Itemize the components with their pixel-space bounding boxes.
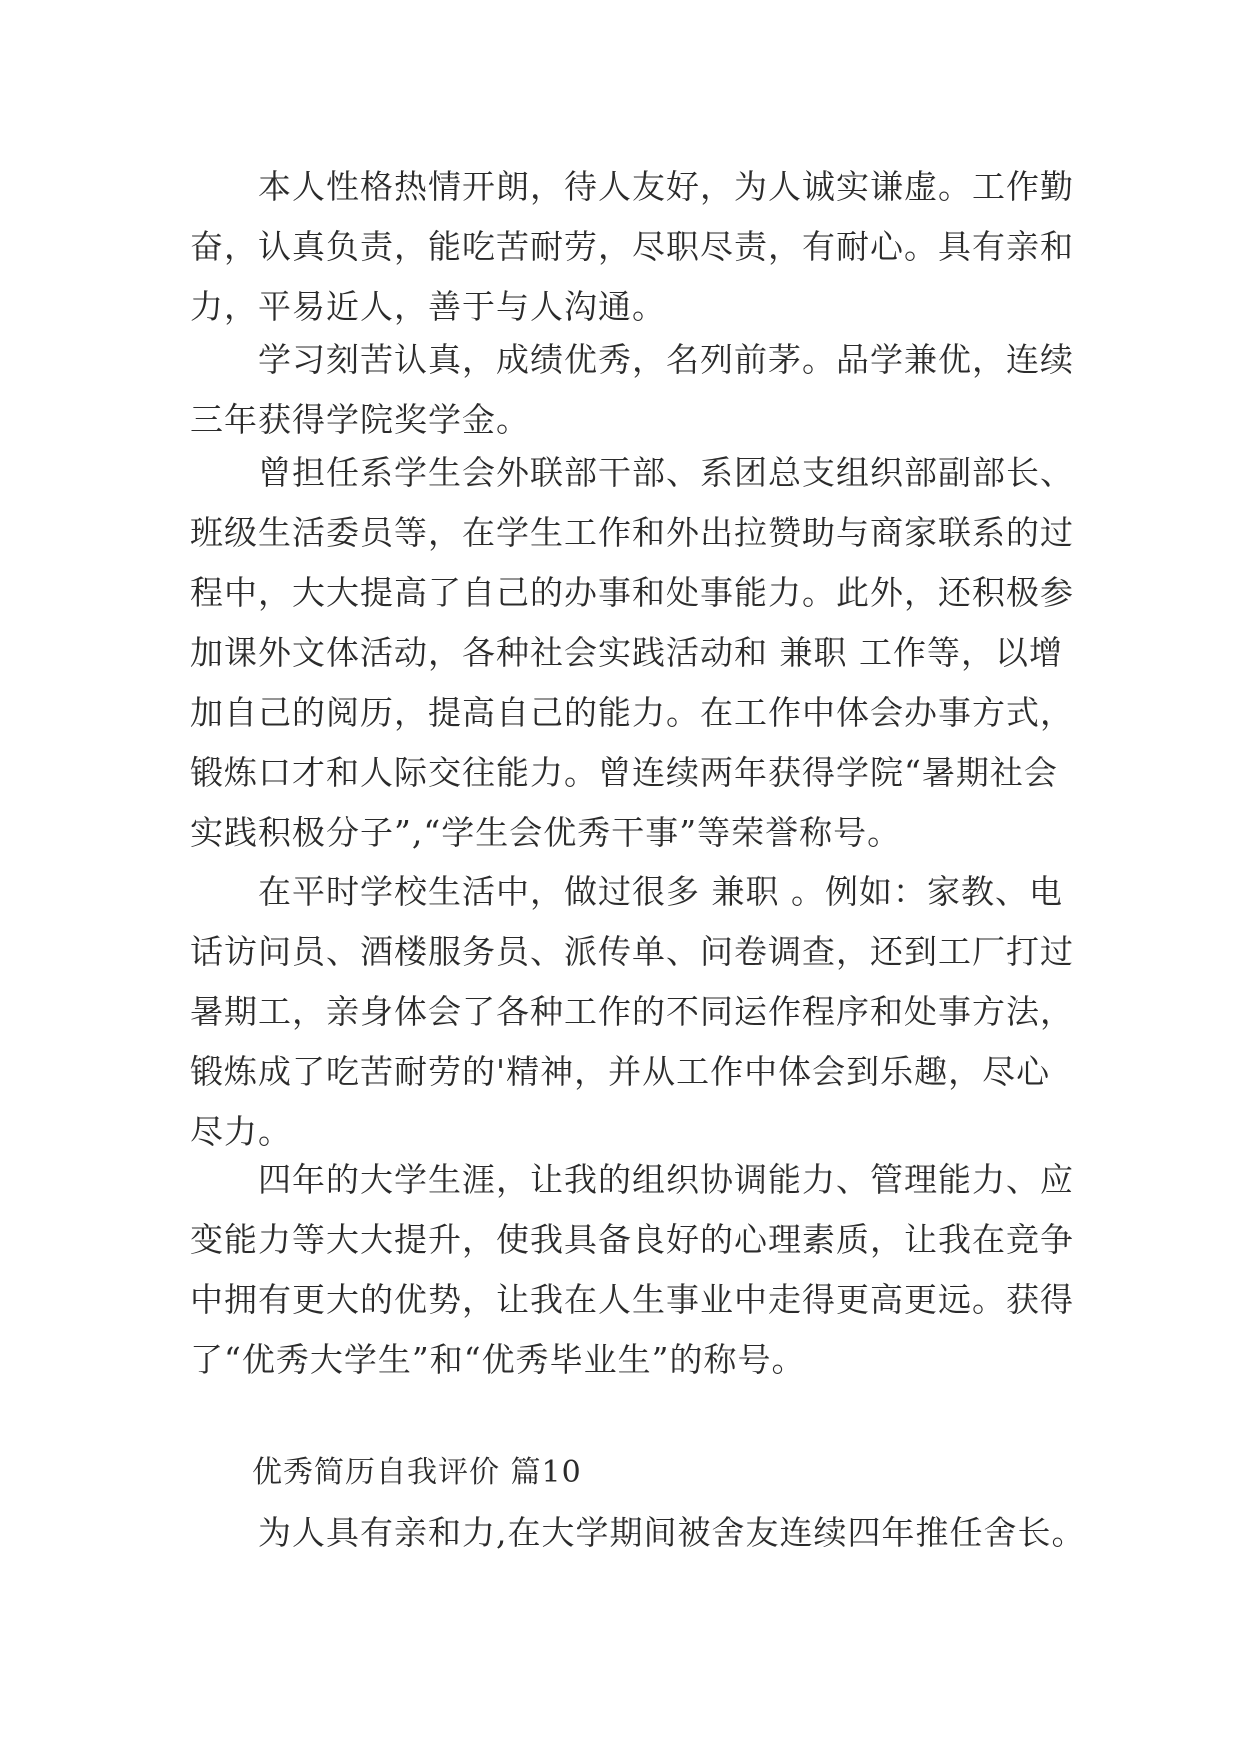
text-line: 中拥有更大的优势，让我在人生事业中走得更高更远。获得 [190, 1280, 1074, 1319]
paragraph-student-union [190, 443, 1074, 863]
paragraph-university-life [190, 1150, 1074, 1390]
text-line: 在平时学校生活中，做过很多 兼职 。例如：家教、电 [190, 872, 1063, 911]
text-line: 班级生活委员等，在学生工作和外出拉赞助与商家联系的过 [190, 513, 1074, 552]
text-line: 加自己的阅历，提高自己的能力。在工作中体会办事方式， [190, 693, 1074, 732]
text-line: 四年的大学生涯，让我的组织协调能力、管理能力、应 [190, 1160, 1074, 1199]
text-line: 曾担任系学生会外联部干部、系团总支组织部副部长、 [190, 453, 1074, 492]
heading-text: 优秀简历自我评价 篇10 [190, 1455, 582, 1490]
text-line: 学习刻苦认真，成绩优秀，名列前茅。品学兼优，连续 [190, 340, 1074, 379]
text-line: 变能力等大大提升，使我具备良好的心理素质，让我在竞争 [190, 1220, 1074, 1259]
section-heading [190, 1443, 1060, 1503]
text-line: 了“优秀大学生”和“优秀毕业生”的称号。 [190, 1340, 806, 1379]
paragraph-personality [190, 157, 1074, 337]
paragraph-study [190, 330, 1074, 450]
text-line: 锻炼成了吃苦耐劳的'精神，并从工作中体会到乐趣，尽心 [190, 1052, 1051, 1091]
text-line: 话访问员、酒楼服务员、派传单、问卷调查，还到工厂打过 [190, 932, 1074, 971]
paragraph-final [190, 1503, 1086, 1563]
text-line: 实践积极分子”,“学生会优秀干事”等荣誉称号。 [190, 813, 902, 852]
text-line: 锻炼口才和人际交往能力。曾连续两年获得学院“暑期社会 [190, 753, 1058, 792]
paragraph-part-time [190, 862, 1074, 1162]
text-line: 尽力。 [190, 1112, 292, 1151]
text-line: 本人性格热情开朗，待人友好，为人诚实谦虚。工作勤 [190, 167, 1074, 206]
text-line: 力，平易近人，善于与人沟通。 [190, 287, 666, 326]
text-line: 为人具有亲和力,在大学期间被舍友连续四年推任舍长。 [190, 1513, 1086, 1552]
text-line: 暑期工，亲身体会了各种工作的不同运作程序和处事方法， [190, 992, 1074, 1031]
text-line: 奋，认真负责，能吃苦耐劳，尽职尽责，有耐心。具有亲和 [190, 227, 1074, 266]
text-line: 加课外文体活动，各种社会实践活动和 兼职 工作等，以增 [190, 633, 1063, 672]
text-line: 程中，大大提高了自己的办事和处事能力。此外，还积极参 [190, 573, 1074, 612]
text-line: 三年获得学院奖学金。 [190, 400, 530, 439]
